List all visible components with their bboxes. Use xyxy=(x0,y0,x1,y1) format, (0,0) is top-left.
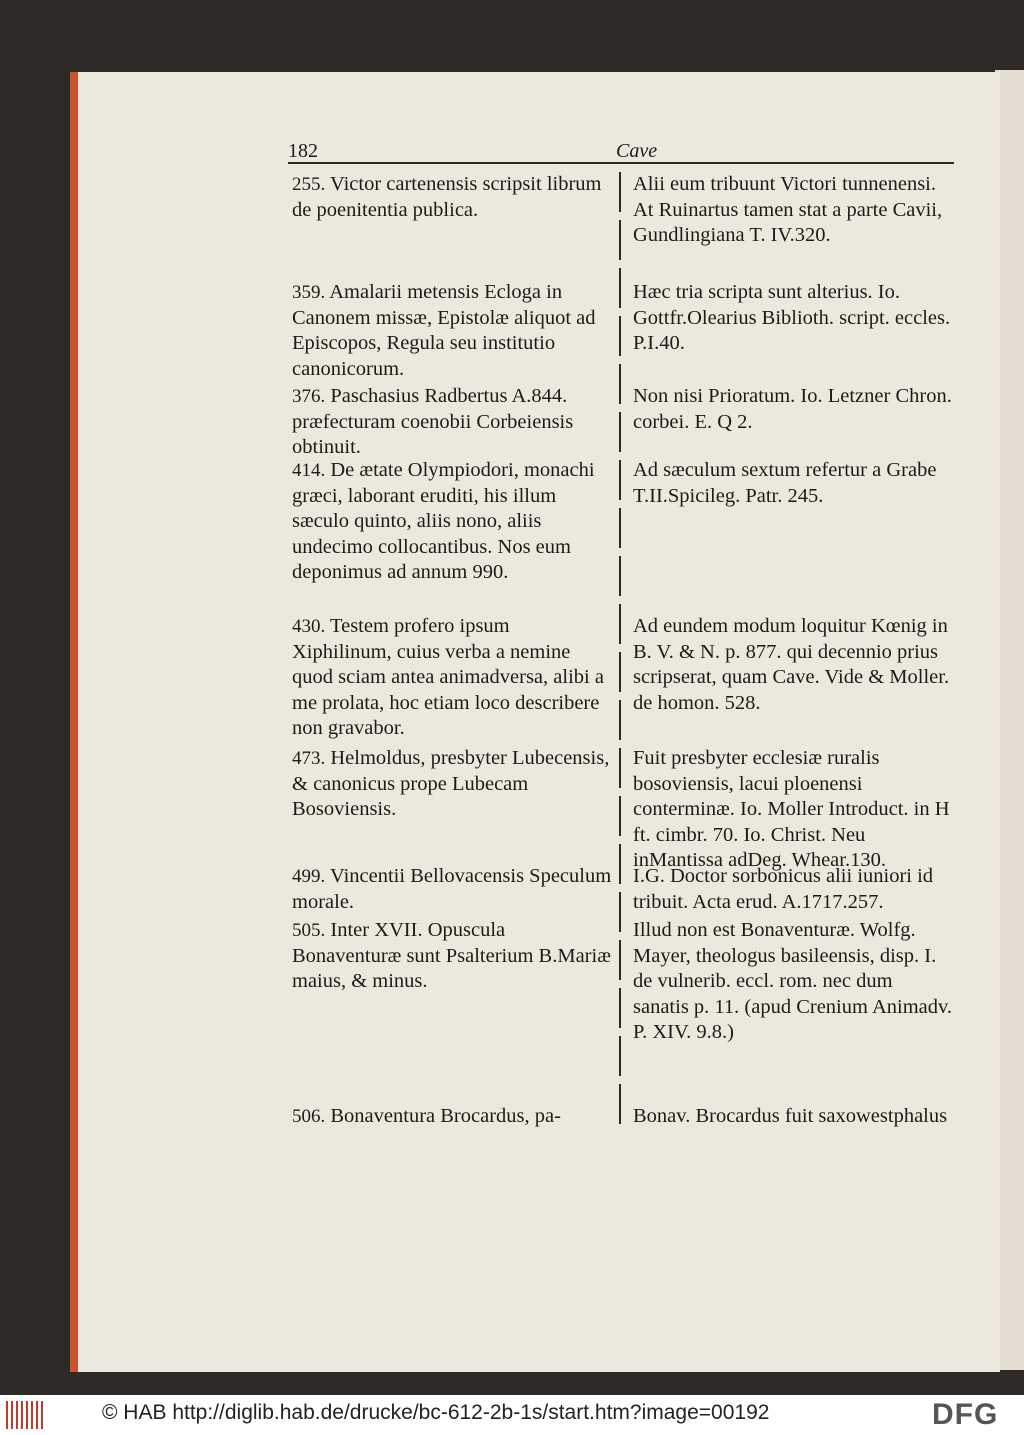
dfg-logo: DFG xyxy=(932,1398,999,1431)
running-head xyxy=(78,140,1000,170)
entry-number: 499. xyxy=(292,866,326,887)
page-number: 182 xyxy=(288,140,318,162)
left-entry xyxy=(292,458,612,586)
left-entry xyxy=(292,864,612,915)
entry-text: Paschasius Radbertus A.844. præfecturam coenobii Corbeiensis obtinuit. xyxy=(292,385,574,458)
left-entry xyxy=(292,280,612,382)
left-entry xyxy=(292,614,612,742)
left-entry xyxy=(292,384,612,461)
entry-text: Inter XVII. Opuscula Bonaventuræ sunt Psalterium B.Mariæ maius, & minus. xyxy=(292,919,611,992)
left-entry xyxy=(292,918,612,995)
entry-text: Helmoldus, presbyter Lubecensis, & canonicus prope Lubecam Bosoviensis. xyxy=(292,747,610,820)
right-entry: Non nisi Prioratum. Io. Letzner Chron. corbei. E. Q 2. xyxy=(633,385,952,433)
header-rule xyxy=(288,162,954,164)
entry-number: 359. xyxy=(292,282,326,303)
right-entry: Alii eum tribuunt Victori tunnenensi. At Ruinartus tamen stat a parte Cavii, Gundlingiana T. IV.320. xyxy=(633,173,943,246)
left-entry xyxy=(292,172,612,223)
entry-text: Testem profero ipsum Xiphilinum, cuius verba a nemine quod sciam antea animadversa, alibi a me prolata, hoc etiam loco describere non gravabor. xyxy=(292,615,604,739)
entry-number: 505. xyxy=(292,920,326,941)
right-entry: Ad eundem modum loquitur Kœnig in B. V. & N. p. 877. qui decennio prius scripserat, quam Cave. Vide & Moller. de homon. 528. xyxy=(633,615,950,714)
entry-text: Amalarii metensis Ecloga in Canonem missæ, Epistolæ aliquot ad Episcopos, Regula seu institutio canonicorum. xyxy=(292,281,596,380)
entry-text: Victor cartenensis scripsit librum de poenitentia publica. xyxy=(292,173,602,221)
right-entry: I.G. Doctor sorbonicus alii iuniori id tribuit. Acta erud. A.1717.257. xyxy=(633,865,934,913)
book-page xyxy=(70,72,1000,1372)
entry-text: Bonaventura Brocardus, pa- xyxy=(330,1105,561,1127)
right-entry: Hæc tria scripta sunt alterius. Io. Gottfr.Olearius Biblioth. script. eccles. P.I.40. xyxy=(633,281,951,354)
entry-text: De ætate Olympiodori, monachi græci, laborant eruditi, his illum sæculo quinto, aliis nono, aliis undecimo collocantibus. Nos eum deponimus ad annum 990. xyxy=(292,459,595,583)
right-entry: Ad sæculum sextum refertur a Grabe T.II.Spicileg. Patr. 245. xyxy=(633,459,937,507)
entry-text: Vincentii Bellovacensis Speculum morale. xyxy=(292,865,612,913)
entry-number: 473. xyxy=(292,748,326,769)
right-entry: Bonav. Brocardus fuit saxowestphalus xyxy=(633,1105,948,1127)
running-title: Cave xyxy=(616,140,658,162)
right-entry: Illud non est Bonaventuræ. Wolfg. Mayer, theologus basileensis, disp. I. de vulnerib. eccl. rom. nec dum sanatis p. 11. (apud Crenium Animadv. P. XIV. 9.8.) xyxy=(633,919,953,1043)
entry-number: 414. xyxy=(292,460,326,481)
copyright-link[interactable]: © HAB http://diglib.hab.de/drucke/bc-612-2b-1s/start.htm?image=00192 xyxy=(102,1401,770,1424)
right-entry: Fuit presbyter ecclesiæ ruralis bosoviensis, lacui ploenensi conterminæ. Io. Moller Introduct. in H ft. cimbr. 70. Io. Christ. Neu inMantissa adDeg. Whear.130. xyxy=(633,747,950,871)
barcode-icon xyxy=(6,1401,44,1429)
left-entry xyxy=(292,746,612,823)
entry-number: 376. xyxy=(292,386,326,407)
footer-bar xyxy=(0,1395,1024,1435)
column-divider xyxy=(619,172,621,1132)
entry-number: 506. xyxy=(292,1106,326,1127)
entry-number: 255. xyxy=(292,174,326,195)
entry-number: 430. xyxy=(292,616,326,637)
left-entry xyxy=(292,1104,612,1130)
